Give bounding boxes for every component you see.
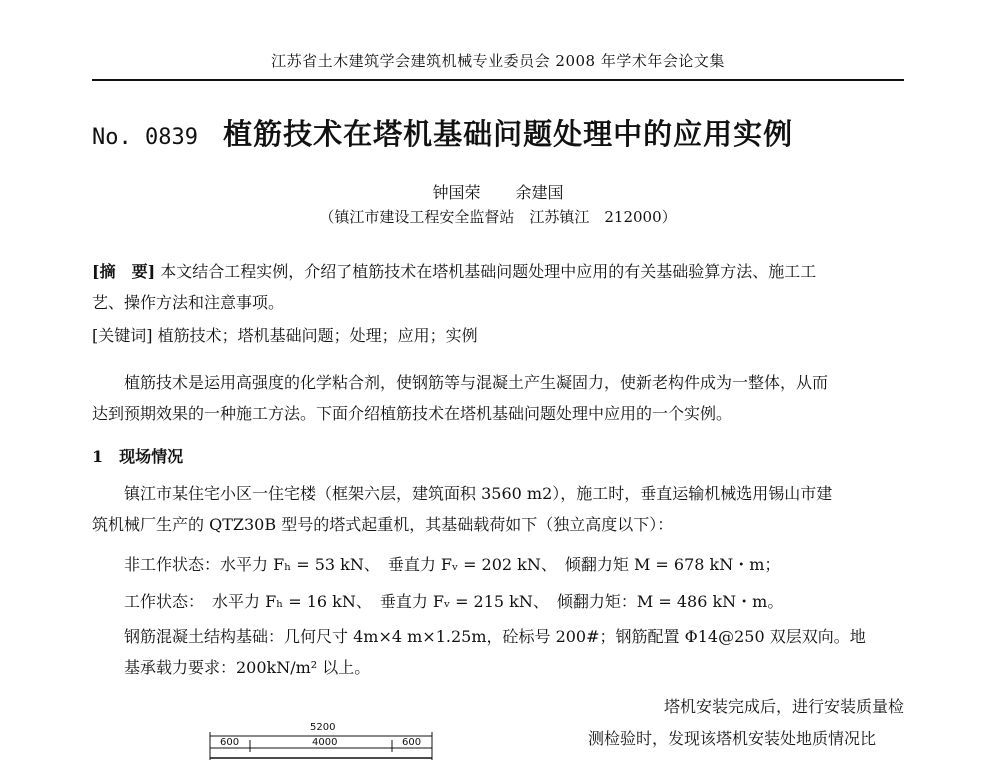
dim-right-label: 600 <box>402 737 422 748</box>
abstract-label: [摘 要] <box>92 262 156 281</box>
keywords-label: [关键词] <box>92 326 153 345</box>
foundation-line-1: 钢筋混凝土结构基础：几何尺寸 4m×4 m×1.25m，砼标号 200#；钢筋配置 Φ14@250 双层双向。地 <box>124 627 866 646</box>
intro-paragraph <box>92 367 904 429</box>
intro-line-1: 植筋技术是运用高强度的化学粘合剂，使钢筋等与混凝土产生凝固力，使新老构件成为一整体，从而 <box>124 373 829 392</box>
paper-title-line <box>92 112 904 153</box>
header-rule <box>92 79 904 81</box>
load-nonworking: 非工作状态：水平力 Fₕ = 53 kN、 垂直力 Fᵥ = 202 kN、 倾翻力矩 M = 678 kN・m； <box>124 555 781 574</box>
paper-number: No. 0839 <box>92 125 198 150</box>
foundation-paragraph <box>92 621 904 683</box>
author-2: 余建国 <box>515 183 564 202</box>
foundation-plan-figure <box>200 718 440 760</box>
paper-title: 植筋技术在塔机基础问题处理中的应用实例 <box>223 117 794 151</box>
section-1-heading: 1 现场情况 <box>92 447 184 466</box>
section-1-paragraph <box>92 478 904 540</box>
running-header: 江苏省土木建筑学会建筑机械专业委员会 2008 年学术年会论文集 <box>271 52 725 70</box>
abstract-line-1: 本文结合工程实例，介绍了植筋技术在塔机基础问题处理中应用的有关基础验算方法、施工工 <box>160 262 817 281</box>
keywords <box>92 320 904 351</box>
affiliation: （镇江市建设工程安全监督站 江苏镇江 212000） <box>319 208 677 226</box>
intro-line-2: 达到预期效果的一种施工方法。下面介绍植筋技术在塔机基础问题处理中应用的一个实例。 <box>92 404 733 423</box>
section-1-line-1: 镇江市某住宅小区一住宅楼（框架六层，建筑面积 3560 m2），施工时，垂直运输机械选用锡山市建 <box>124 484 833 503</box>
abstract <box>92 256 904 318</box>
right-column-text <box>586 691 904 755</box>
keywords-text: 植筋技术；塔机基础问题；处理；应用；实例 <box>157 326 478 345</box>
right-line-1: 塔机安装完成后，进行安装质量检 <box>663 697 904 716</box>
dim-left-label: 600 <box>220 737 240 748</box>
foundation-line-2: 基承载力要求：200kN/m² 以上。 <box>124 658 371 677</box>
dim-center-label: 4000 <box>312 737 338 748</box>
section-1-line-2: 筑机械厂生产的 QTZ30B 型号的塔式起重机，其基础载荷如下（独立高度以下）： <box>92 515 674 534</box>
authors <box>92 180 904 203</box>
dim-total-label: 5200 <box>310 722 336 733</box>
abstract-line-2: 艺、操作方法和注意事项。 <box>92 293 285 312</box>
author-1: 钟国荣 <box>432 183 481 202</box>
right-line-2: 测检验时，发现该塔机安装处地质情况比 <box>588 729 877 748</box>
load-working: 工作状态： 水平力 Fₕ = 16 kN、 垂直力 Fᵥ = 215 kN、 倾翻力矩：M = 486 kN・m。 <box>124 592 784 611</box>
